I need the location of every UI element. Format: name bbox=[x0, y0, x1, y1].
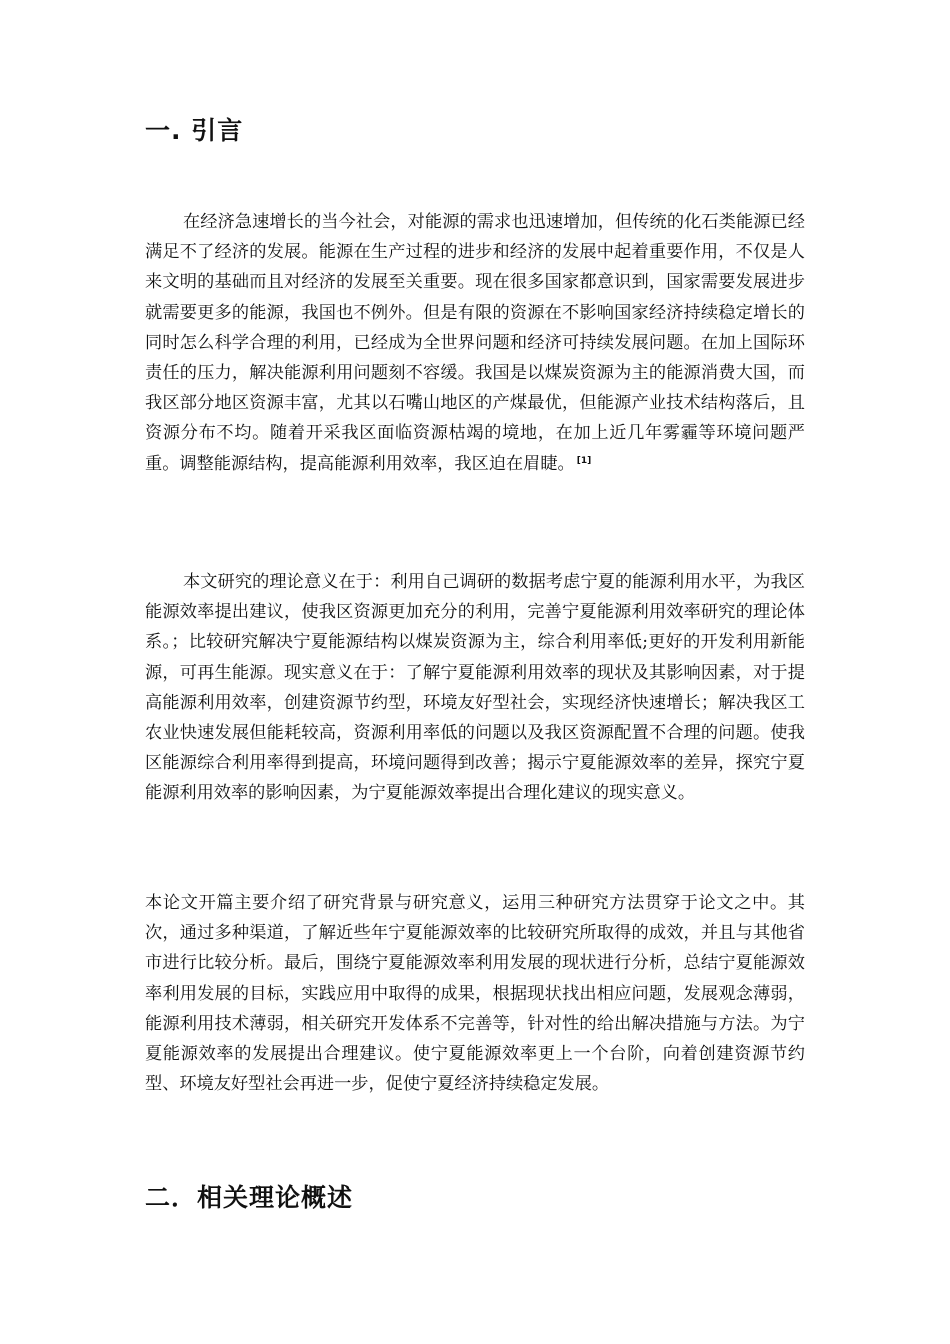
paragraph-background-text: 在经济急速增长的当今社会，对能源的需求也迅速增加，但传统的化石类能源已经满足不了经济的发展。能源在生产过程的进步和经济的发展中起着重要作用，不仅是人来文明的基础而且对经济的发展至关重要。现在很多国家都意识到，国家需要发展进步就需要更多的能源，我国也不例外。但是有限的资源在不影响国家经济持续稳定增长的同时怎么科学合理的利用，已经成为全世界问题和经济可持续发展问题。在加上国际环责任的压力，解决能源利用问题刻不容缓。我国是以煤炭资源为主的能源消费大国，而我区部分地区资源丰富，尤其以石嘴山地区的产煤最优，但能源产业技术结构落后，且资源分布不均。随着开采我区面临资源枯竭的境地，在加上近几年雾霾等环境问题严重。调整能源结构，提高能源利用效率，我区迫在眉睫。 bbox=[145, 212, 805, 474]
section-heading-theory-overview: 二．相关理论概述 bbox=[145, 1183, 354, 1212]
paragraph-significance: 本文研究的理论意义在于：利用自己调研的数据考虑宁夏的能源利用水平，为我区能源效率提出建议，使我区资源更加充分的利用，完善宁夏能源利用效率研究的理论体系。；比较研究解决宁夏能源结构以煤炭资源为主，综合利用率低;更好的开发利用新能源，可再生能源。现实意义在于：了解宁夏能源利用效率的现状及其影响因素，对于提高能源利用效率，创建资源节约型，环境友好型社会，实现经济快速增长；解决我区工农业快速发展但能耗较高，资源利用率低的问题以及我区资源配置不合理的问题。使我区能源综合利用率得到提高，环境问题得到改善；揭示宁夏能源效率的差异，探究宁夏能源利用效率的影响因素，为宁夏能源效率提出合理化建议的现实意义。 bbox=[145, 572, 805, 804]
paragraph-background bbox=[145, 207, 805, 479]
paragraph-outline: 本论文开篇主要介绍了研究背景与研究意义，运用三种研究方法贯穿于论文之中。其次，通过多种渠道，了解近些年宁夏能源效率的比较研究所取得的成效，并且与其他省市进行比较分析。最后，围绕宁夏能源效率利用发展的现状进行分析，总结宁夏能源效率利用发展的目标，实践应用中取得的成果，根据现状找出相应问题，发展观念薄弱，能源利用技术薄弱，相关研究开发体系不完善等，针对性的给出解决措施与方法。为宁夏能源效率的发展提出合理建议。使宁夏能源效率更上一个台阶，向着创建资源节约型、环境友好型社会再进一步，促使宁夏经济持续稳定发展。 bbox=[145, 893, 805, 1095]
section-heading-introduction: 一. 引言 bbox=[145, 116, 244, 145]
citation-reference: [1] bbox=[576, 455, 592, 466]
